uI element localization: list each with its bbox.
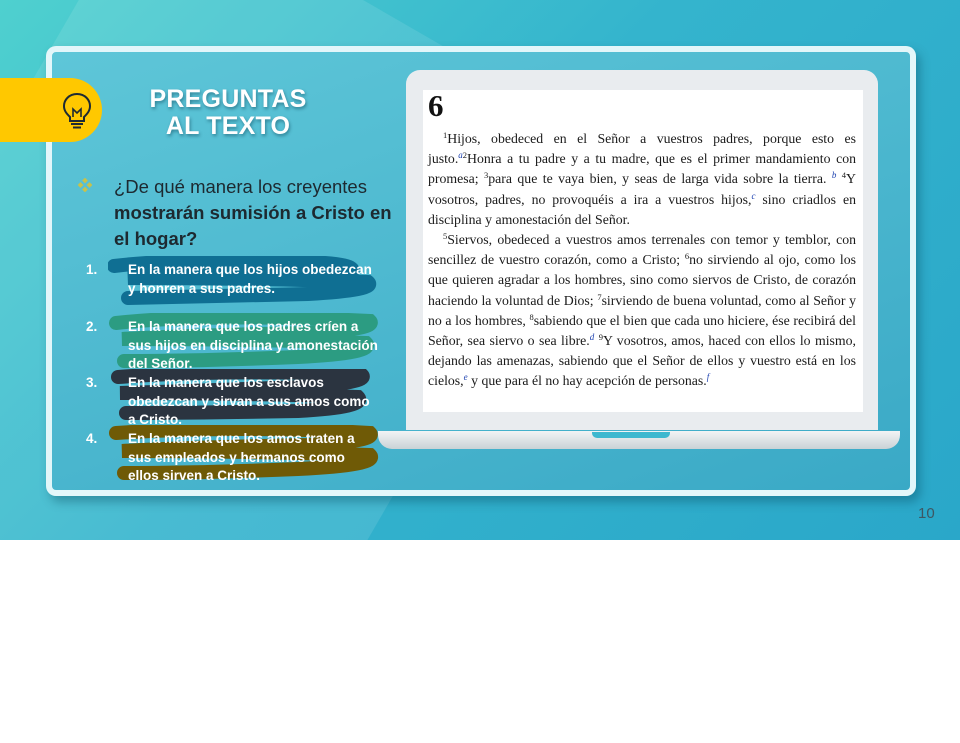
verse-4: Y vosotros, padres, no provoquéis a ira a vuestros hijos, xyxy=(428,171,857,207)
answer-list xyxy=(86,260,386,486)
bible-text xyxy=(428,129,856,392)
answer-item xyxy=(86,317,386,373)
verse-3: para que te vaya bien, y seas de larga vida sobre la tierra. xyxy=(488,171,827,187)
verse-number: 7 xyxy=(597,291,602,302)
verse-paragraph-1 xyxy=(428,129,856,230)
four-diamond-bullet-icon xyxy=(78,178,92,192)
footnote-marker[interactable]: e xyxy=(463,372,468,383)
title-line-2: AL TEXTO xyxy=(165,112,291,140)
footnote-marker[interactable]: d xyxy=(589,332,595,343)
answer-item xyxy=(86,373,386,429)
answer-item xyxy=(86,429,386,486)
lightbulb-icon xyxy=(60,91,94,131)
question-intro: ¿De qué manera los creyentes xyxy=(114,176,367,197)
footnote-marker[interactable]: f xyxy=(706,372,710,383)
verse-6: no sirviendo al ojo, como los que quieren agradar a los hombres, sino como siervos de Cristo, de corazón haciendo la voluntad de Dios; xyxy=(428,252,856,308)
footnote-marker[interactable]: b xyxy=(831,170,837,181)
title-line-1: PREGUNTAS xyxy=(149,85,307,113)
verse-8: sabiendo que el bien que cada uno hiciere, ése recibirá del Señor, sea siervo o sea libre. xyxy=(428,312,856,349)
page-number: 10 xyxy=(918,505,935,522)
verse-9: Y vosotros, amos, haced con ellos lo mismo, dejando las amenazas, sabiendo que el Señor de ellos y vuestro está en los cielos, xyxy=(428,333,856,389)
verse-9-end: y que para él no hay acepción de personas. xyxy=(471,373,707,389)
answer-number: 3. xyxy=(86,375,98,390)
answer-text: En la manera que los hijos obedezcan y honren a sus padres. xyxy=(128,262,372,296)
verse-number: 5 xyxy=(443,231,448,242)
answer-number: 4. xyxy=(86,431,98,446)
verse-5: Siervos, obedeced a vuestros amos terrenales con temor y temblor, con sencillez de vuestro corazón, como a Cristo; xyxy=(428,232,856,268)
answer-text: En la manera que los padres críen a sus hijos en disciplina y amonestación del Señor. xyxy=(128,319,378,371)
question-text xyxy=(114,174,396,252)
verse-number: 8 xyxy=(529,311,534,322)
verse-number: 4 xyxy=(841,170,847,181)
verse-paragraph-2 xyxy=(428,230,856,392)
verse-2: Honra a tu padre y a tu madre, que es el primer mandamiento con promesa; xyxy=(428,151,856,187)
verse-7: sirviendo de buena voluntad, como al Señor y no a los hombres, xyxy=(428,292,856,328)
chapter-number: 6 xyxy=(428,88,444,123)
answer-text: En la manera que los esclavos obedezcan y sirvan a sus amos como a Cristo. xyxy=(128,375,370,427)
laptop-notch xyxy=(592,432,670,438)
verse-number: 2 xyxy=(462,150,468,161)
footnote-marker[interactable]: c xyxy=(751,190,756,201)
question-emphasis: mostrarán sumisión a Cristo en el hogar? xyxy=(114,202,392,249)
verse-number: 1 xyxy=(443,130,448,140)
answer-item xyxy=(86,260,386,317)
answer-text: En la manera que los amos traten a sus empleados y hermanos como ellos sirven a Cristo. xyxy=(128,431,355,483)
answer-number: 1. xyxy=(86,262,98,277)
verse-1: Hijos, obedeced en el Señor a vuestros padres, porque esto es justo. xyxy=(428,131,856,167)
slide-title xyxy=(128,86,328,140)
verse-number: 6 xyxy=(684,251,690,262)
verse-4-end: sino criadlos en disciplina y amonestación del Señor. xyxy=(428,191,856,227)
verse-number: 9 xyxy=(598,332,603,343)
footnote-marker[interactable]: a xyxy=(458,150,463,161)
answer-number: 2. xyxy=(86,319,98,334)
verse-number: 3 xyxy=(484,170,489,181)
